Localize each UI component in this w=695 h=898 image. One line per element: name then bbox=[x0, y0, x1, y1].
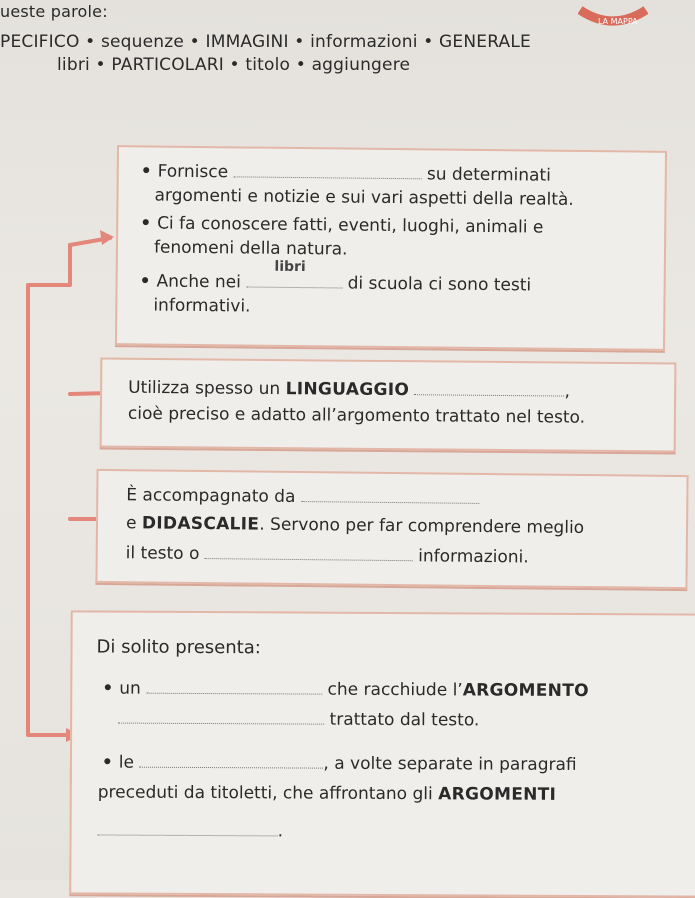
box3-line-3-prefix: il testo o bbox=[125, 543, 200, 564]
box-linguaggio bbox=[100, 357, 677, 452]
svg-text:LA MAPPA: LA MAPPA bbox=[598, 17, 638, 26]
word-bank-intro: ueste parole: bbox=[0, 2, 108, 21]
fill-blank-9[interactable] bbox=[98, 820, 278, 836]
arrowhead-1 bbox=[100, 230, 114, 245]
fill-blank-1[interactable] bbox=[233, 162, 421, 179]
box1-prefix: Fornisce bbox=[157, 161, 229, 183]
box4-item2-line3-suffix: . bbox=[277, 821, 284, 842]
box4-item2-line2-prefix: preceduti da titoletti, che affrontano gli bbox=[97, 782, 433, 805]
box2-line-2: cioè preciso e adatto all’argomento trattato nel testo. bbox=[127, 403, 586, 428]
fill-blank-5[interactable] bbox=[205, 544, 413, 561]
bullet: • bbox=[101, 752, 113, 773]
box1-line-4: fenomeni della natura. bbox=[153, 237, 348, 260]
box4-item-2 bbox=[102, 752, 577, 774]
box3-line-3 bbox=[126, 543, 529, 567]
box3-line-1 bbox=[126, 485, 479, 509]
bullet: • bbox=[139, 271, 151, 292]
fill-blank-4[interactable] bbox=[301, 487, 479, 504]
box2-suffix: , bbox=[564, 381, 571, 402]
box4-item-2-line-3 bbox=[98, 820, 284, 841]
box4-item2-suffix: , a volte separate in paragrafi bbox=[323, 753, 577, 775]
box4-item-2-line-2 bbox=[98, 782, 556, 804]
box4-item1-prefix: un bbox=[119, 678, 141, 699]
box-accompagnato bbox=[95, 469, 688, 589]
box1-line-5-suffix: di scuola ci sono testi bbox=[347, 273, 532, 296]
box1-line-2: argomenti e notizie e sui vari aspetti della realtà. bbox=[154, 185, 574, 210]
box4-item1-strong: ARGOMENTO bbox=[462, 680, 589, 702]
word-bank-line-1: PECIFICO • sequenze • IMMAGINI • informazioni • GENERALE bbox=[0, 32, 531, 52]
fill-blank-2[interactable] bbox=[246, 258, 342, 288]
stamp-logo bbox=[578, 2, 648, 36]
bullet: • bbox=[102, 678, 114, 699]
box1-line-5 bbox=[139, 258, 532, 296]
box2-strong: LINGUAGGIO bbox=[285, 379, 410, 401]
word-bank-line-2: libri • PARTICOLARI • titolo • aggiungere bbox=[57, 55, 411, 75]
box1-line-6: informativi. bbox=[153, 295, 251, 317]
box2-line-1 bbox=[128, 378, 570, 402]
box-fornisce bbox=[115, 145, 667, 351]
box4-item1-suffix: che racchiude l’ bbox=[327, 679, 463, 701]
box4-item-1-line-2 bbox=[118, 709, 479, 731]
box1-line-5-prefix: Anche nei bbox=[156, 271, 241, 293]
fill-blank-6[interactable] bbox=[146, 679, 322, 695]
fill-blank-7[interactable] bbox=[118, 709, 324, 725]
box4-item1-line2: trattato dal testo. bbox=[329, 709, 480, 731]
fill-blank-8[interactable] bbox=[139, 753, 323, 769]
handwritten-answer: libri bbox=[274, 258, 306, 276]
box4-item2-prefix: le bbox=[118, 752, 135, 773]
box3-line-3-suffix: informazioni. bbox=[418, 546, 529, 568]
box1-line-3 bbox=[140, 213, 543, 237]
box1-line-3-text: Ci fa conoscere fatti, eventi, luoghi, animali e bbox=[157, 213, 544, 238]
box-presenta bbox=[69, 610, 695, 897]
box3-prefix: e bbox=[125, 513, 137, 534]
box4-intro: Di solito presenta: bbox=[96, 636, 261, 659]
connector-trunk bbox=[28, 245, 70, 735]
bullet: • bbox=[140, 213, 152, 234]
bullet: • bbox=[140, 161, 152, 182]
word-bank bbox=[0, 0, 695, 100]
box3-suffix: . Servono per far comprendere meglio bbox=[259, 514, 585, 539]
box3-strong: DIDASCALIE bbox=[141, 513, 260, 535]
box2-prefix: Utilizza spesso un bbox=[128, 377, 281, 400]
fill-blank-3[interactable] bbox=[414, 380, 564, 396]
box4-item-1 bbox=[102, 678, 589, 701]
box3-line-2 bbox=[126, 513, 584, 538]
box3-line-1-text: È accompagnato da bbox=[126, 485, 296, 507]
box1-suffix: su determinati bbox=[426, 164, 551, 186]
box1-line-1 bbox=[141, 161, 551, 185]
box4-item2-line2-strong: ARGOMENTI bbox=[438, 784, 557, 805]
